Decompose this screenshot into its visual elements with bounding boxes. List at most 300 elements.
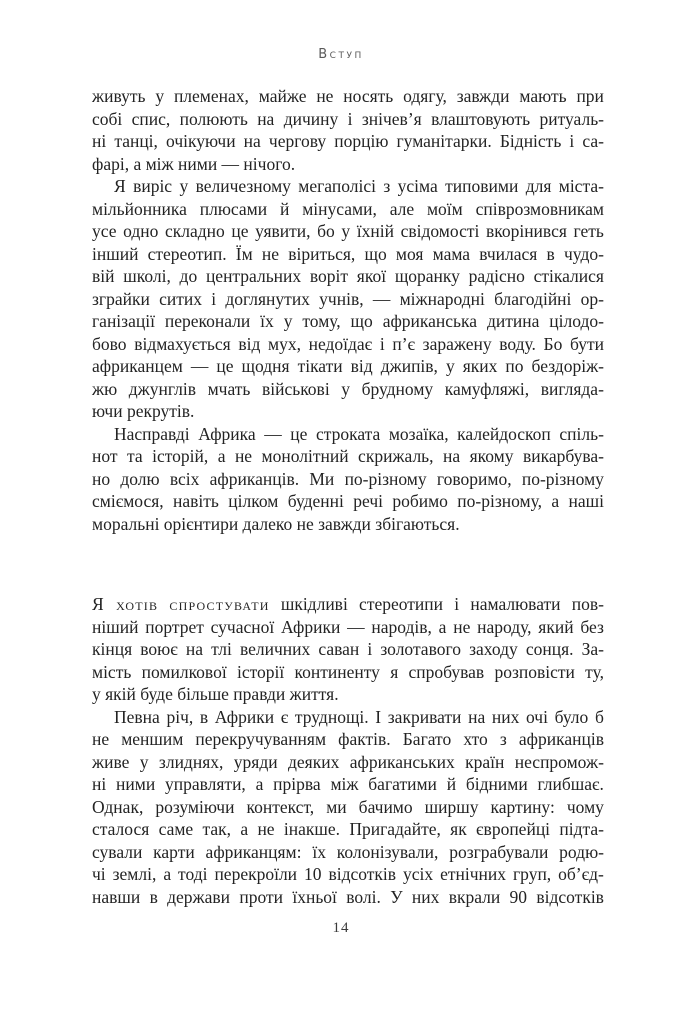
word: п’є (392, 333, 416, 354)
word: цілодо- (549, 311, 604, 331)
word: моя (395, 243, 424, 264)
paragraph (92, 593, 604, 706)
word: африканських (349, 751, 455, 772)
text-line (92, 423, 604, 446)
word: шкідливі (280, 594, 348, 614)
word: мегаполісі (298, 176, 376, 196)
word: глибшає. (537, 774, 604, 794)
text-line (92, 728, 604, 751)
word: навіть (173, 491, 219, 511)
text-line (92, 333, 604, 356)
word: уявити, (255, 221, 311, 241)
word: є (280, 706, 289, 727)
text-line (92, 886, 604, 909)
word: для (525, 176, 552, 196)
word: носять (343, 86, 394, 106)
word: а (163, 864, 172, 884)
word: 90 (509, 886, 528, 907)
word: військові (261, 378, 330, 399)
word: не (234, 446, 253, 466)
word: фактів. (338, 729, 391, 749)
word: Певна (114, 706, 160, 727)
word: хто (463, 729, 488, 749)
word: сували (92, 841, 143, 862)
word: хотів (116, 594, 159, 614)
text-line (92, 593, 604, 616)
word: брудному (361, 378, 434, 399)
word: від (238, 333, 261, 354)
word: тікати (297, 356, 343, 376)
word: величезному (195, 176, 291, 196)
text-line: ючи рекрутів. (92, 401, 195, 421)
word: усе (92, 221, 117, 241)
text-line (92, 130, 604, 153)
word: ритуаль- (539, 108, 604, 129)
word: на (257, 108, 275, 129)
word: європейці (476, 819, 551, 839)
word: завжди (456, 86, 510, 106)
word: мість (92, 661, 132, 682)
word: саме (158, 819, 194, 839)
text-line: фарі, а між ними — нічого. (92, 153, 296, 174)
text-line (92, 355, 604, 378)
text-line (92, 243, 604, 266)
word: і (211, 288, 217, 309)
word: по-різному (344, 468, 427, 489)
word: ор- (580, 288, 604, 309)
word: труднощі. (294, 706, 369, 727)
word: не (261, 243, 280, 264)
word: не (453, 616, 471, 637)
word: Африки (214, 706, 275, 727)
word: Насправді (114, 423, 190, 444)
word: родю- (559, 841, 604, 862)
word: мчать (207, 378, 251, 399)
word: доглянутих (225, 288, 310, 309)
word: зграйки (92, 288, 150, 309)
word: контекст, (246, 796, 315, 817)
word: монолітний (261, 446, 349, 466)
word: щодня (241, 356, 290, 376)
text-line (92, 616, 604, 639)
word: тоді (178, 864, 208, 884)
word: тлі (211, 639, 232, 659)
word: їх (312, 841, 326, 862)
word: народу, (477, 616, 532, 637)
text-line (92, 220, 604, 243)
text-line (92, 490, 604, 513)
word: чому (566, 796, 604, 817)
word: це (231, 221, 249, 241)
word: племенах, (173, 86, 249, 106)
word: було (554, 706, 589, 727)
word: типовими (445, 176, 519, 196)
word: вчилася (479, 243, 538, 264)
word: майже (258, 86, 307, 106)
word: землі, (112, 864, 157, 884)
word: від (350, 356, 373, 376)
word: мільйонника (92, 198, 187, 219)
word: робимо (392, 491, 448, 511)
word: радісно (468, 266, 525, 286)
word: з (499, 729, 507, 749)
word: інший (92, 243, 139, 264)
word: перекручуванням (195, 729, 327, 749)
word: одно (123, 221, 159, 241)
word: й (446, 774, 457, 794)
word: виріс (133, 176, 173, 196)
paragraph (92, 706, 604, 909)
word: бо (317, 221, 335, 241)
word: У (390, 886, 403, 907)
word: говоримо, (436, 468, 512, 489)
word: ганізації (92, 311, 155, 331)
word: неспромож- (514, 751, 604, 772)
word: величних (239, 639, 311, 659)
word: вкрали (448, 886, 501, 907)
word: Їм (235, 243, 253, 264)
word: учнів, (319, 288, 364, 309)
word: це (290, 423, 308, 444)
text-line (92, 751, 604, 774)
text-line (92, 796, 604, 819)
word: одягу, (403, 86, 447, 106)
word: помилкової (141, 661, 227, 682)
word: а (438, 616, 447, 637)
word: сміємося, (92, 491, 164, 511)
word: історії (236, 661, 285, 682)
word: За- (581, 639, 604, 659)
word: спіль- (559, 423, 604, 444)
word: колонізували, (336, 841, 439, 862)
word: чі (92, 864, 106, 884)
word: моїм (426, 198, 463, 219)
word: спростувати (169, 594, 270, 614)
word: інакше. (283, 819, 341, 839)
word: на (185, 639, 203, 659)
word: воює (140, 639, 178, 659)
word: дитина (486, 311, 540, 331)
word: злиднях, (158, 751, 224, 772)
word: з (383, 176, 391, 196)
word: кінця (92, 639, 133, 659)
word: долю (120, 468, 160, 489)
word: стереотип. (147, 243, 227, 264)
word: до (179, 266, 198, 286)
word: якої (356, 266, 387, 286)
word: портрет (145, 616, 204, 637)
word: у (341, 221, 351, 241)
word: і (569, 131, 575, 151)
word: Бідність (499, 131, 562, 151)
word: танці, (114, 131, 158, 151)
word: гуманітарки. (396, 131, 492, 151)
paragraph (92, 423, 604, 536)
word: це (216, 356, 234, 376)
body-text (92, 85, 604, 908)
word: стікалися (533, 266, 604, 286)
word: ту, (585, 661, 604, 682)
word: у (179, 176, 189, 196)
word: країн (465, 751, 505, 772)
word: речі (353, 491, 383, 511)
word: — (190, 356, 209, 376)
word: намалювати (470, 594, 561, 614)
word: по-різному (521, 468, 604, 489)
word: викарбува- (522, 446, 604, 466)
word: якому (469, 446, 514, 466)
word: стереотипи (359, 594, 444, 614)
word: закривати (387, 706, 462, 727)
word: воріт (309, 266, 349, 286)
word: строката (315, 423, 381, 444)
text-line (92, 706, 604, 729)
text-line (92, 108, 604, 131)
word: Багато (402, 729, 452, 749)
word: на (468, 706, 486, 727)
word: між (330, 774, 359, 794)
word: та (127, 446, 143, 466)
text-line: моральні орієнтири далеко не завжди збігаються. (92, 513, 460, 534)
word: африканська (382, 311, 478, 331)
word: влаштовують (431, 108, 531, 129)
word: волі. (346, 886, 381, 907)
text-line (92, 310, 604, 333)
word: Африка (198, 423, 256, 444)
word: підта- (559, 819, 604, 839)
word: по (505, 356, 524, 376)
word: народів, (371, 616, 432, 637)
word: ні (92, 774, 107, 794)
word: міжнародні (399, 288, 485, 309)
word: який (538, 616, 574, 637)
word: благодійні (494, 288, 572, 309)
paragraph (92, 175, 604, 423)
word: у (155, 86, 165, 106)
word: І (375, 706, 382, 727)
word: прірва (273, 774, 321, 794)
word: буденні (287, 491, 344, 511)
word: полюють (179, 108, 248, 129)
word: цілком (228, 491, 279, 511)
word: них (491, 706, 520, 727)
word: а (240, 819, 249, 839)
word: мама (432, 243, 471, 264)
word: саван (318, 639, 360, 659)
word: складно (164, 221, 225, 241)
text-line (92, 288, 604, 311)
word: груп, (513, 864, 552, 884)
word: чудо- (564, 243, 604, 264)
word: і (347, 108, 353, 129)
word: б (594, 706, 604, 727)
word: вій (92, 266, 115, 286)
word: бути (569, 333, 604, 354)
word: свідомості (400, 221, 480, 241)
word: воду. (499, 333, 536, 354)
word: геть (573, 221, 604, 241)
text-line (92, 198, 604, 221)
word: не (316, 86, 334, 106)
word: а (217, 446, 226, 466)
word: об’єд- (558, 864, 604, 884)
word: мух, (268, 333, 301, 354)
word: Бо (543, 333, 563, 354)
text-line (92, 175, 604, 198)
running-header: Вступ (318, 47, 364, 62)
word: Пригадайте, (349, 819, 441, 839)
word: вигляда- (540, 378, 604, 399)
page-number: 14 (332, 920, 350, 936)
word: держави (167, 886, 231, 907)
word: очікуючи (166, 131, 236, 151)
word: і (454, 594, 460, 614)
word: не (257, 819, 275, 839)
word: у (283, 311, 293, 331)
word: — (264, 423, 282, 444)
word: а (551, 491, 560, 511)
text-line: у якій буде більше правди життя. (92, 684, 339, 704)
word: їхньої (292, 886, 337, 907)
text-line (92, 468, 604, 491)
word: камуфляжі, (444, 378, 530, 399)
word: Однак, (92, 796, 144, 817)
word: школі, (123, 266, 171, 286)
word: собі (92, 108, 123, 129)
word: по-різному, (457, 491, 542, 511)
word: розповісти (494, 661, 575, 682)
text-line (92, 638, 604, 661)
word: розуміючи (155, 796, 235, 817)
word: розграбували (449, 841, 549, 862)
word: управляти, (164, 774, 246, 794)
text-line (92, 85, 604, 108)
word: на (443, 446, 461, 466)
word: сталося (92, 819, 150, 839)
word: африканців (518, 729, 604, 749)
text-line (92, 818, 604, 841)
text-line (92, 841, 604, 864)
word: сучасної (210, 616, 275, 637)
word: що (350, 311, 373, 331)
word: усіма (397, 176, 438, 196)
word: в (546, 243, 555, 264)
word: африканцям: (205, 841, 302, 862)
word: уряди (233, 751, 278, 772)
word: і (367, 639, 373, 659)
word: навши (92, 886, 141, 907)
word: но (92, 468, 111, 489)
word: африканцем (92, 356, 183, 376)
word: співрозмовникам (475, 198, 604, 219)
word: у (445, 356, 455, 376)
word: у (139, 751, 149, 772)
word: вкорінився (485, 221, 567, 241)
word: перекроїли (214, 864, 298, 884)
word: на (243, 131, 261, 151)
word: Ми (309, 468, 335, 489)
word: африканців. (209, 468, 300, 489)
word: 10 (304, 864, 322, 884)
word: я (390, 661, 399, 682)
text-line (92, 773, 604, 796)
word: і (379, 333, 385, 354)
word: ними (116, 774, 156, 794)
text-line (92, 378, 604, 401)
word: в (199, 706, 209, 727)
word: щоранку (394, 266, 460, 286)
word: у (341, 378, 350, 399)
text-line (92, 661, 604, 684)
word: живе (92, 751, 130, 772)
word: чергову (268, 131, 327, 151)
word: знічев’я (361, 108, 422, 129)
word: са- (582, 131, 604, 151)
word: золотавого (380, 639, 461, 659)
word: бачимо (358, 796, 413, 817)
word: дичину (283, 108, 339, 129)
word: мозаїка, (388, 423, 449, 444)
word: — (372, 288, 391, 309)
word: віриться, (288, 243, 356, 264)
word: нот (92, 446, 118, 466)
word: як (450, 819, 467, 839)
paragraph (92, 85, 604, 175)
word: й (279, 198, 290, 219)
word: не (92, 729, 110, 749)
word: відмахується (134, 333, 231, 354)
word: бідними (465, 774, 528, 794)
word: етнічних (440, 864, 507, 884)
text-line (92, 265, 604, 288)
word: річ, (166, 706, 194, 727)
word: мають (519, 86, 567, 106)
word: багатими (368, 774, 437, 794)
word: міста- (558, 176, 604, 196)
word: історій, (152, 446, 209, 466)
word: скрижаль, (358, 446, 434, 466)
word: Я (114, 176, 126, 196)
word: заражену (422, 333, 492, 354)
word: ніший (92, 616, 139, 637)
word: спробував (408, 661, 485, 682)
word: спис, (131, 108, 171, 129)
word: картину: (490, 796, 555, 817)
word: — (347, 616, 365, 637)
word: порцію (334, 131, 389, 151)
word: недоїдає (308, 333, 373, 354)
word: відсотків (328, 864, 397, 884)
word: Африки (281, 616, 341, 637)
word: а (255, 774, 264, 794)
word: яких (462, 356, 498, 376)
word: що (364, 243, 387, 264)
word: без (580, 616, 604, 637)
text-line (92, 863, 604, 886)
word: континенту (294, 661, 380, 682)
word: калейдоскоп (457, 423, 551, 444)
word: бово (92, 333, 127, 354)
word: заходу (469, 639, 518, 659)
word: наші (568, 491, 604, 511)
text-line (92, 445, 604, 468)
word: мінусами, (302, 198, 377, 219)
word: ситих (159, 288, 202, 309)
word: джипів, (380, 356, 438, 376)
word: очі (525, 706, 548, 727)
word: деяких (288, 751, 340, 772)
word: всіх (169, 468, 200, 489)
